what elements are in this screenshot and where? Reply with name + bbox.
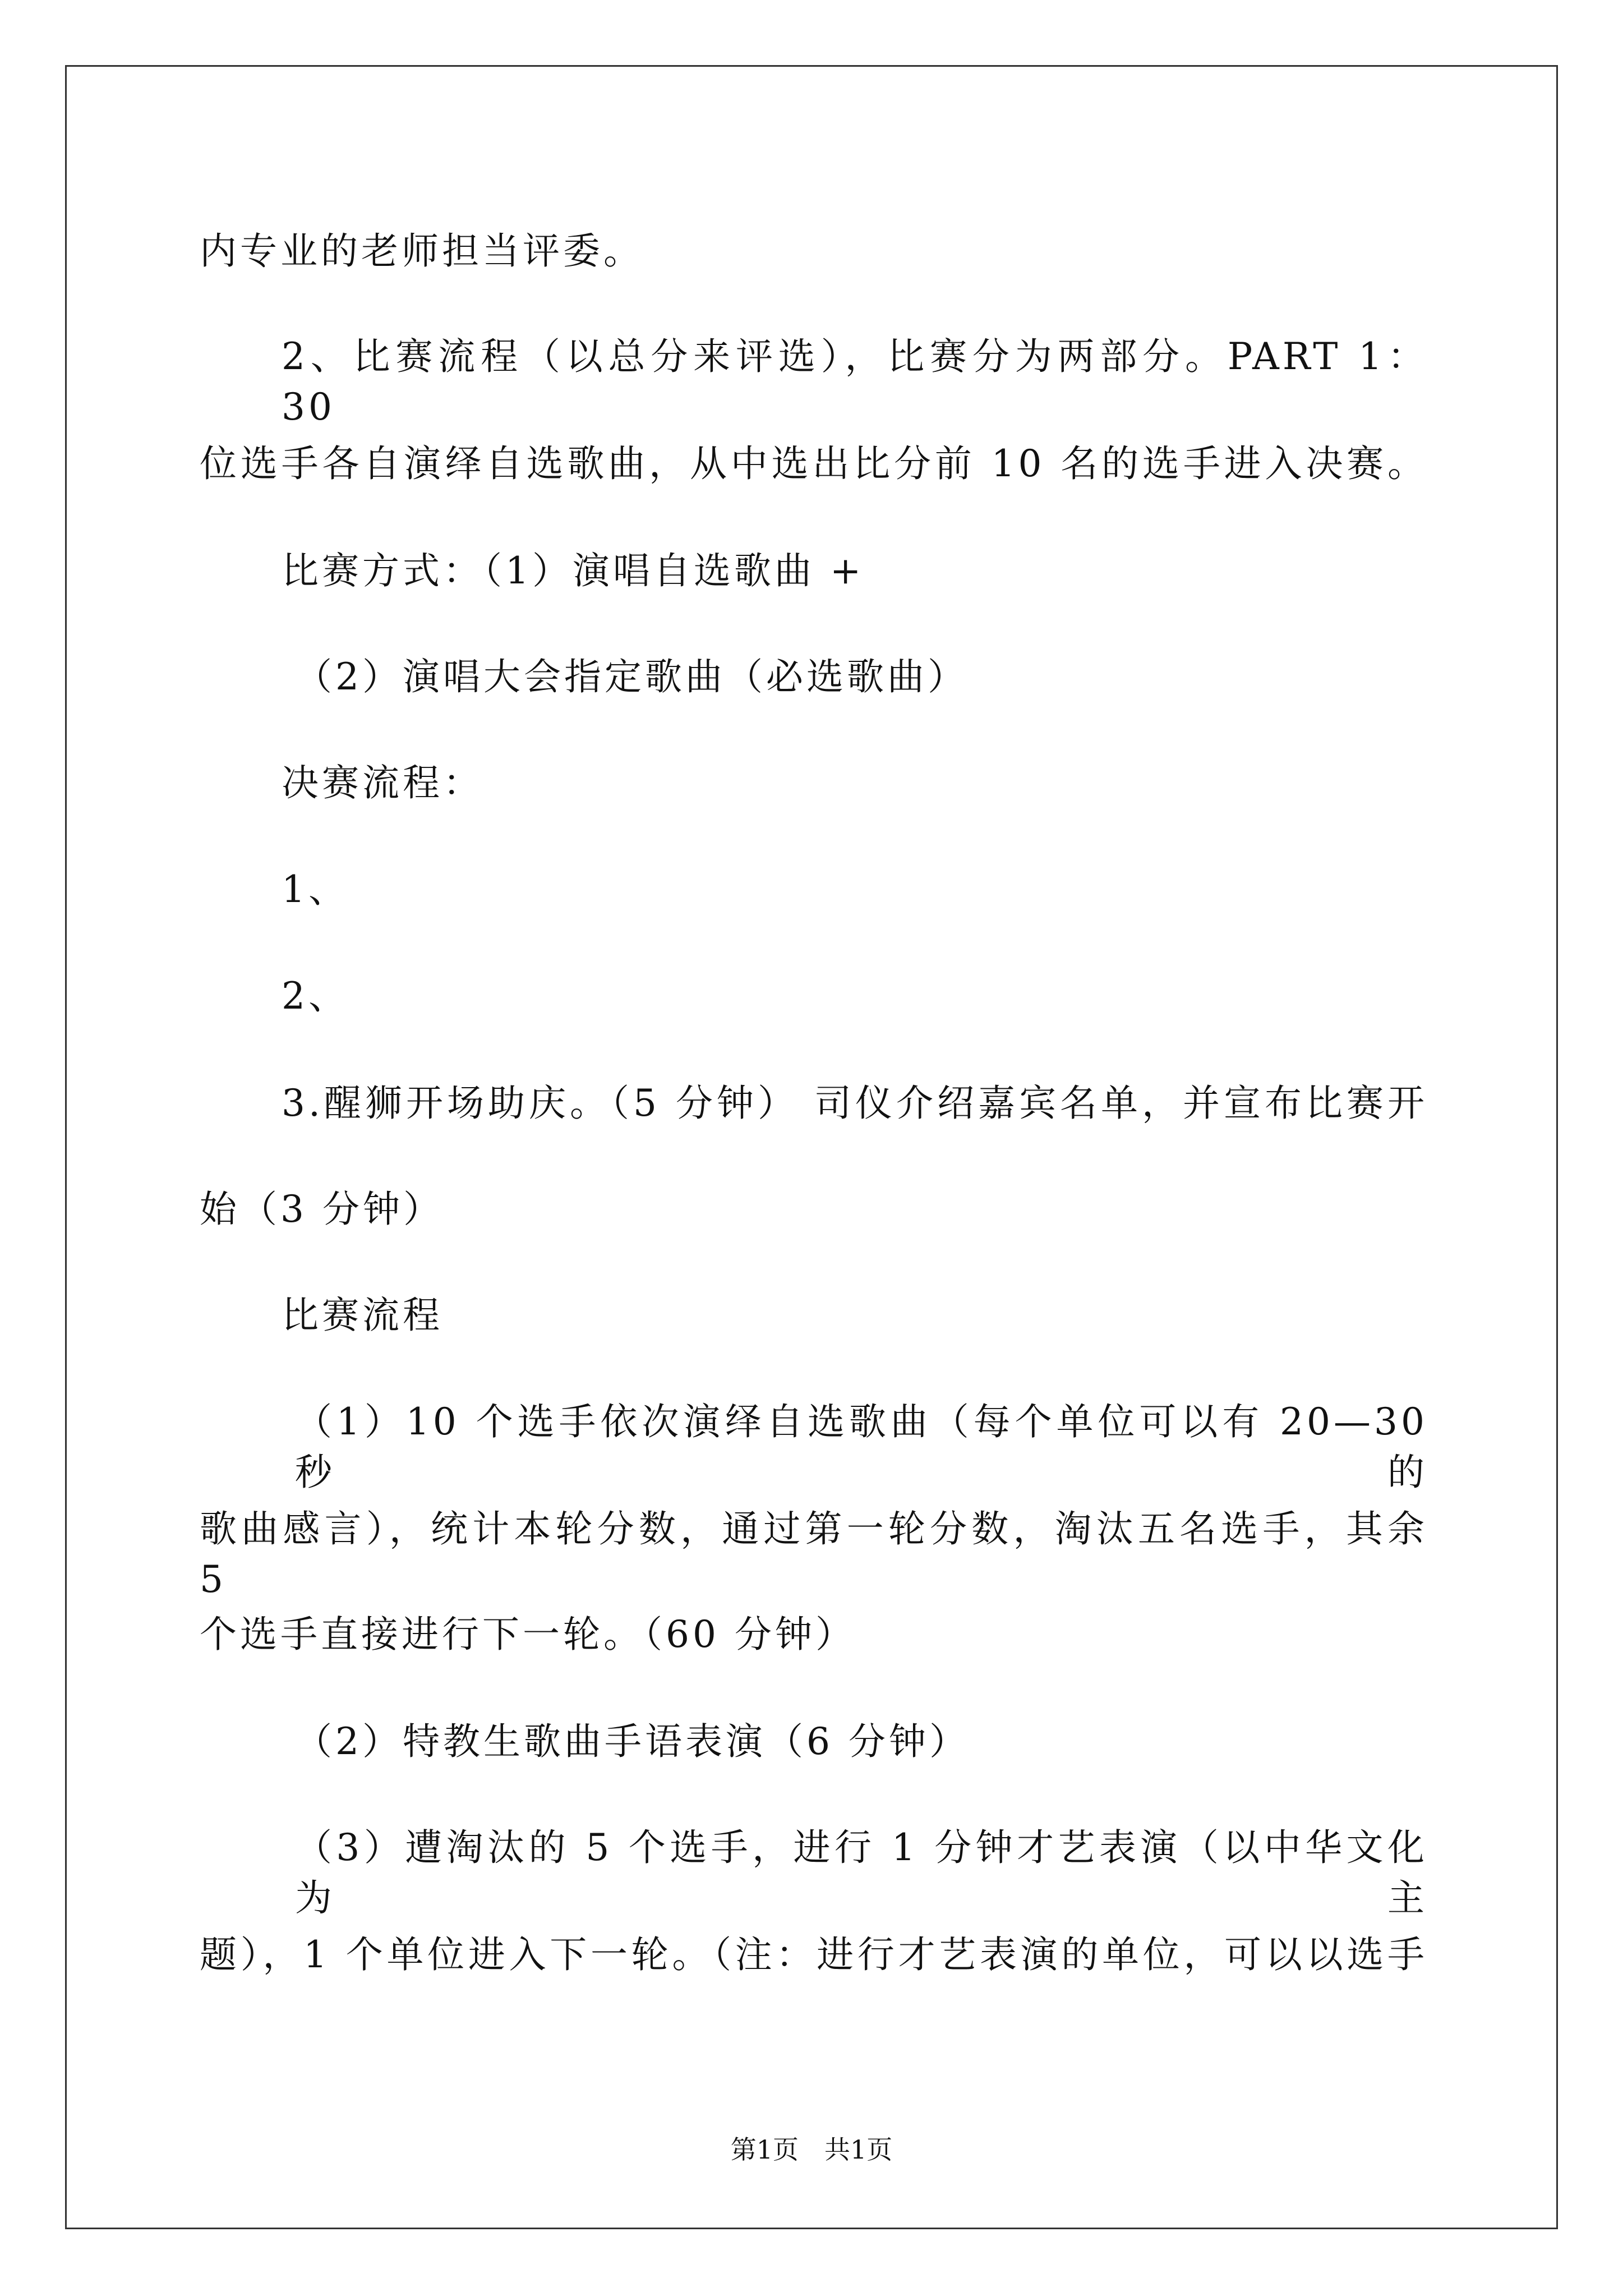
paragraph-line: 个选手直接进行下一轮。（60 分钟） <box>200 1613 856 1656</box>
paragraph-line: 内专业的老师担当评委。 <box>200 229 644 273</box>
paragraph-line: （1）10 个选手依次演绎自选歌曲（每个单位可以有 20—30 秒的 <box>295 1400 1428 1494</box>
paragraph-line: （2）特教生歌曲手语表演（6 分钟） <box>295 1720 970 1763</box>
paragraph-line: 3.醒狮开场助庆。（5 分钟） 司仪介绍嘉宾名单，并宣布比赛开 <box>282 1082 1428 1125</box>
paragraph-line: 2、比赛流程（以总分来评选），比赛分为两部分。PART 1： 30 <box>282 335 1428 429</box>
paragraph-line: （3）遭淘汰的 5 个选手，进行 1 分钟才艺表演（以中华文化为主 <box>295 1826 1428 1920</box>
paragraph-line: 1、 <box>282 868 349 911</box>
paragraph-line: 位选手各自演绎自选歌曲，从中选出比分前 10 名的选手进入决赛。 <box>200 442 1428 485</box>
paragraph-line: 比赛流程 <box>282 1294 443 1337</box>
page-footer: 第1页 共1页 <box>730 2134 893 2165</box>
paragraph-line: 比赛方式：（1）演唱自选歌曲 + <box>282 549 865 592</box>
paragraph-line: 决赛流程： <box>282 761 483 804</box>
paragraph-line: 始（3 分钟） <box>200 1188 444 1231</box>
paragraph-line: （2）演唱大会指定歌曲（必选歌曲） <box>295 655 968 698</box>
paragraph-line: 2、 <box>282 974 349 1018</box>
paragraph-line: 歌曲感言），统计本轮分数，通过第一轮分数，淘汰五名选手，其余 5 <box>200 1507 1428 1601</box>
paragraph-line: 题），1 个单位进入下一轮。（注：进行才艺表演的单位，可以以选手 <box>200 1933 1428 1976</box>
